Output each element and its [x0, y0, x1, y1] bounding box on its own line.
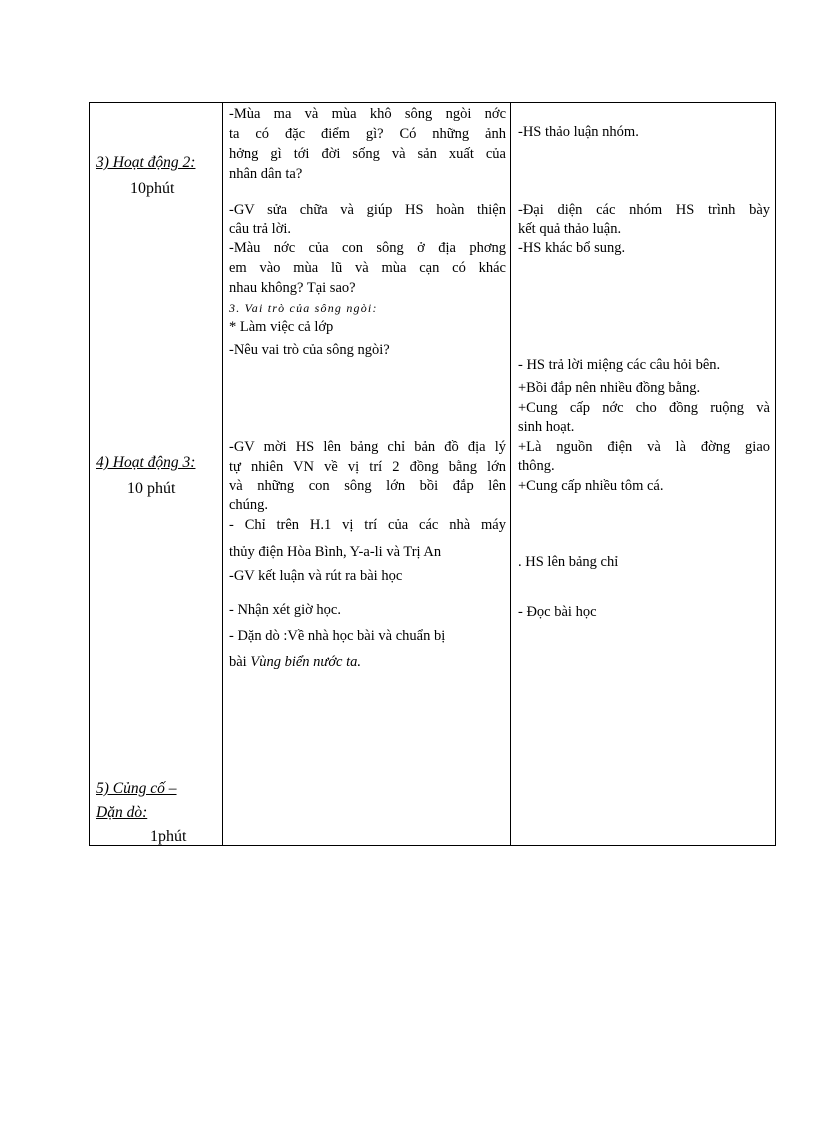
- activity-2-label: 3) Hoạt động 2:: [96, 154, 196, 171]
- teacher-q2-line1: -Màu nớc của con sông ở địa phơng: [229, 240, 506, 256]
- teacher-map-line4: chúng.: [229, 497, 269, 513]
- teacher-q1-line2: ta có đặc điểm gì? Có những ảnh: [229, 126, 506, 142]
- student-role-2-line1: +Cung cấp nớc cho đồng ruộng và: [518, 400, 770, 416]
- student-supplement: -HS khác bổ sung.: [518, 240, 626, 256]
- closing-time: 1phút: [150, 828, 187, 845]
- student-role-1: +Bồi đắp nên nhiều đồng bằng.: [518, 380, 701, 396]
- teacher-fix-line1: -GV sửa chữa và giúp HS hoàn thiện: [229, 202, 506, 218]
- activity-2-time: 10phút: [130, 180, 175, 197]
- student-point-map: . HS lên bảng chỉ: [518, 554, 619, 570]
- teacher-homework-line1: - Dặn dò :Về nhà học bài và chuẩn bị: [229, 628, 446, 644]
- teacher-q1-line3: hởng gì tới đời sống và sản xuất của: [229, 146, 506, 162]
- teacher-map-line3: và những con sông lớn bồi đắp lên: [229, 478, 506, 494]
- student-discuss: -HS thảo luận nhóm.: [518, 124, 639, 140]
- student-role-3-line2: thông.: [518, 458, 555, 474]
- teacher-review: - Nhận xét giờ học.: [229, 602, 341, 618]
- student-present-line1: -Đại diện các nhóm HS trình bày: [518, 202, 770, 218]
- student-role-2-line2: sinh hoạt.: [518, 419, 575, 435]
- teacher-conclude: -GV kết luận và rút ra bài học: [229, 568, 403, 584]
- homework-lesson-title: Vùng biển nước ta.: [250, 654, 362, 670]
- whole-class-note: * Làm việc cả lớp: [229, 319, 334, 335]
- student-answer: - HS trả lời miệng các câu hỏi bên.: [518, 357, 721, 373]
- lesson-plan-table: [89, 102, 776, 846]
- closing-label-line2: Dặn dò:: [96, 804, 148, 821]
- student-role-4: +Cung cấp nhiều tôm cá.: [518, 478, 664, 494]
- student-present-line2: kết quả thảo luận.: [518, 221, 622, 237]
- student-role-3-line1: +Là nguồn điện và là đờng giao: [518, 439, 770, 455]
- teacher-homework-line2: [229, 653, 361, 672]
- closing-label-line1: 5) Củng cố –: [96, 780, 177, 797]
- teacher-map-line1: -GV mời HS lên bảng chỉ bản đồ địa lý: [229, 439, 506, 455]
- teacher-fix-line2: câu trả lời.: [229, 221, 292, 237]
- homework-prefix: bài: [229, 654, 251, 670]
- teacher-q2-line2: em vào mùa lũ và mùa cạn có khác: [229, 260, 506, 276]
- teacher-q1-line1: -Mùa ma và mùa khô sông ngòi nớc: [229, 106, 506, 122]
- teacher-dam-line1: - Chỉ trên H.1 vị trí của các nhà máy: [229, 517, 506, 533]
- teacher-dam-line2: thủy điện Hòa Bình, Y-a-li và Trị An: [229, 544, 442, 560]
- column-divider-left: [222, 103, 223, 845]
- activity-3-label: 4) Hoạt động 3:: [96, 454, 196, 471]
- column-divider-right: [510, 103, 511, 845]
- teacher-q1-line4: nhân dân ta?: [229, 166, 303, 182]
- activity-3-time: 10 phút: [127, 480, 176, 497]
- teacher-map-line2: tự nhiên VN về vị trí 2 đồng bằng lớn: [229, 459, 506, 475]
- student-read-lesson: - Đọc bài học: [518, 604, 597, 620]
- teacher-q2-line3: nhau không? Tại sao?: [229, 280, 356, 296]
- section-3-heading: 3. Vai trò của sông ngòi:: [229, 301, 378, 315]
- teacher-q3: -Nêu vai trò của sông ngòi?: [229, 342, 390, 358]
